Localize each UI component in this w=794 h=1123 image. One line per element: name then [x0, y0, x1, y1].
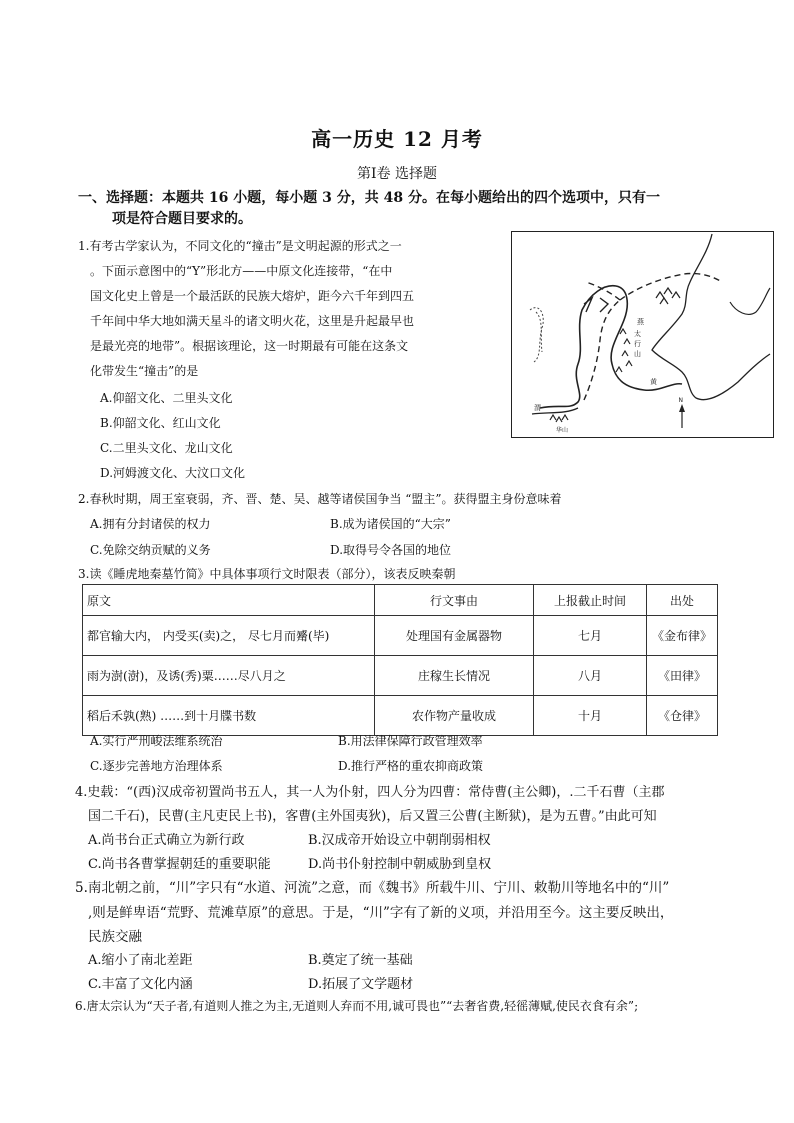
table-cell: 八月 — [534, 656, 647, 696]
q1-line: 国文化史上曾是一个最活跃的民族大熔炉，距今六千年到四五 — [90, 289, 415, 303]
q3-option-d: D.推行严格的重农抑商政策 — [338, 759, 484, 773]
q3-stem: 3.读《睡虎地秦墓竹简》中具体事项行文时限表（部分），该表反映秦朝 — [78, 567, 456, 581]
q1-line: 化带发生“撞击”的是 — [90, 364, 199, 378]
q5-option-d: D.拓展了文学题材 — [308, 977, 414, 992]
table-cell: 庄稼生长情况 — [375, 656, 534, 696]
q4-option-d: D.尚书仆射控制中朝威胁到皇权 — [308, 857, 492, 872]
part-heading: 第Ⅰ卷 选择题 — [357, 166, 437, 182]
table-row — [83, 616, 718, 656]
q4-option-a: A.尚书台正式确立为新行政 — [88, 833, 245, 848]
q2-option-c: C.免除交纳贡赋的义务 — [90, 543, 211, 557]
hatched-area — [536, 312, 542, 352]
table-cell: 农作物产量收成 — [375, 696, 534, 736]
exam-title: 高一历史 12 月考 — [311, 127, 483, 151]
table-cell: 《仓律》 — [647, 696, 718, 736]
belt-dash-east — [620, 273, 722, 300]
map-label: 行 — [634, 340, 641, 348]
map-label: 渭 — [534, 404, 541, 412]
q1-option-a: A.仰韶文化、二里头文化 — [100, 391, 233, 405]
q1-option-c: C.二里头文化、龙山文化 — [100, 441, 233, 455]
table-row — [83, 696, 718, 736]
table-header-cell: 上报截止时间 — [534, 585, 647, 616]
north-arrow-head — [679, 404, 685, 412]
coastline-line — [652, 234, 770, 400]
q5-stem-line2: ,则是鲜卑语“荒野、荒滩草原”的意思。于是，“川”字有了新的义项，并沿用至今。这主要反映出， — [88, 905, 674, 921]
map-label: 太 — [634, 330, 641, 338]
table-cell: 都官输大内， 内受买(卖)之， 尽七月而觱(毕) — [83, 616, 375, 656]
table-header-cell: 出处 — [647, 585, 718, 616]
table-header-row — [83, 585, 718, 616]
section-heading-line1: 一、选择题：本题共 16 小题，每小题 3 分，共 48 分。在每小题给出的四个选项中，只有一 — [78, 190, 660, 206]
q3-option-c: C.逐步完善地方治理体系 — [90, 759, 223, 773]
q5-stem-line3: 民族交融 — [88, 929, 142, 945]
table-row — [83, 656, 718, 696]
map-label: 华山 — [556, 427, 569, 434]
belt-dash-stem — [584, 300, 620, 400]
q5-option-c: C.丰富了文化内涵 — [88, 977, 193, 992]
table-cell: 雨为澍(澍)，及诱(秀)粟……尽八月之 — [83, 656, 375, 696]
north-label: N — [678, 397, 683, 404]
q1-line: 是最光亮的地带”。根据该理论，这一时期最有可能在这条文 — [90, 339, 409, 353]
q3-table — [82, 584, 718, 736]
q3-option-b: B.用法律保障行政管理效率 — [338, 734, 483, 748]
map-label: 燕 — [637, 318, 644, 326]
q5-option-b: B.奠定了统一基础 — [308, 953, 413, 968]
mountain-symbols — [550, 288, 680, 422]
yellow-river-line — [540, 286, 682, 408]
q1-line: 千年间中华大地如满天星斗的诸文明火花，这里是升起最早也 — [90, 314, 415, 328]
q4-stem-line1: 4.史载：“(西)汉成帝初置尚书五人，其一人为仆射，四人分为四曹：常侍曹(主公卿)，.二千石曹（主郡 — [75, 785, 665, 800]
q2-option-d: D.取得号令各国的地位 — [330, 543, 452, 557]
y-shaped-culture-belt-map — [511, 231, 774, 438]
q4-option-c: C.尚书各曹掌握朝廷的重要职能 — [88, 857, 271, 872]
table-header-cell: 行文事由 — [375, 585, 534, 616]
q2-option-b: B.成为诸侯国的“大宗” — [330, 517, 451, 531]
q1-option-d: D.河姆渡文化、大汶口文化 — [100, 466, 246, 480]
q3-option-a: A.实行严刑峻法维系统治 — [90, 734, 223, 748]
q6-stem-line1: 6.唐太宗认为“天子者,有道则人推之为主,无道则人弃而不用,诚可畏也”“去奢省费,轻徭薄赋,使民衣食有余”; — [75, 999, 639, 1013]
table-header-cell: 原文 — [83, 585, 375, 616]
table-cell: 处理国有金属器物 — [375, 616, 534, 656]
q4-option-b: B.汉成帝开始设立中朝削弱相权 — [308, 833, 491, 848]
q2-stem: 2.春秋时期，周王室衰弱，齐、晋、楚、吴、越等诸侯国争当 “盟主”。获得盟主身份意味着 — [78, 492, 562, 506]
q1-line: 1.有考古学家认为，不同文化的“撞击”是文明起源的形式之一 — [78, 239, 402, 253]
q1-line: 。下面示意图中的“Y”形北方——中原文化连接带，“在中 — [90, 264, 393, 278]
table-cell: 十月 — [534, 696, 647, 736]
table-cell: 《田律》 — [647, 656, 718, 696]
arrow-mark — [600, 298, 608, 312]
q5-option-a: A.缩小了南北差距 — [88, 953, 193, 968]
map-label: 山 — [634, 350, 641, 358]
q2-option-a: A.拥有分封诸侯的权力 — [90, 517, 211, 531]
table-cell: 稻后禾孰(熟) ……到十月牒书数 — [83, 696, 375, 736]
table-cell: 七月 — [534, 616, 647, 656]
map-label: 黄 — [650, 378, 657, 386]
q4-stem-line2: 国二千石)，民曹(主凡吏民上书)，客曹(主外国夷狄)，后又置三公曹(主断狱)，是为五曹。”由此可知 — [88, 809, 657, 824]
peninsula-line — [730, 288, 770, 314]
table-cell: 《金布律》 — [647, 616, 718, 656]
q1-option-b: B.仰韶文化、红山文化 — [100, 416, 221, 430]
q5-stem-line1: 5.南北朝之前，“川”字只有“水道、河流”之意，而《魏书》所载牛川、宁川、敕勒川等地名中的“川” — [75, 880, 670, 896]
section-heading-line2: 项是符合题目要求的。 — [112, 211, 252, 227]
